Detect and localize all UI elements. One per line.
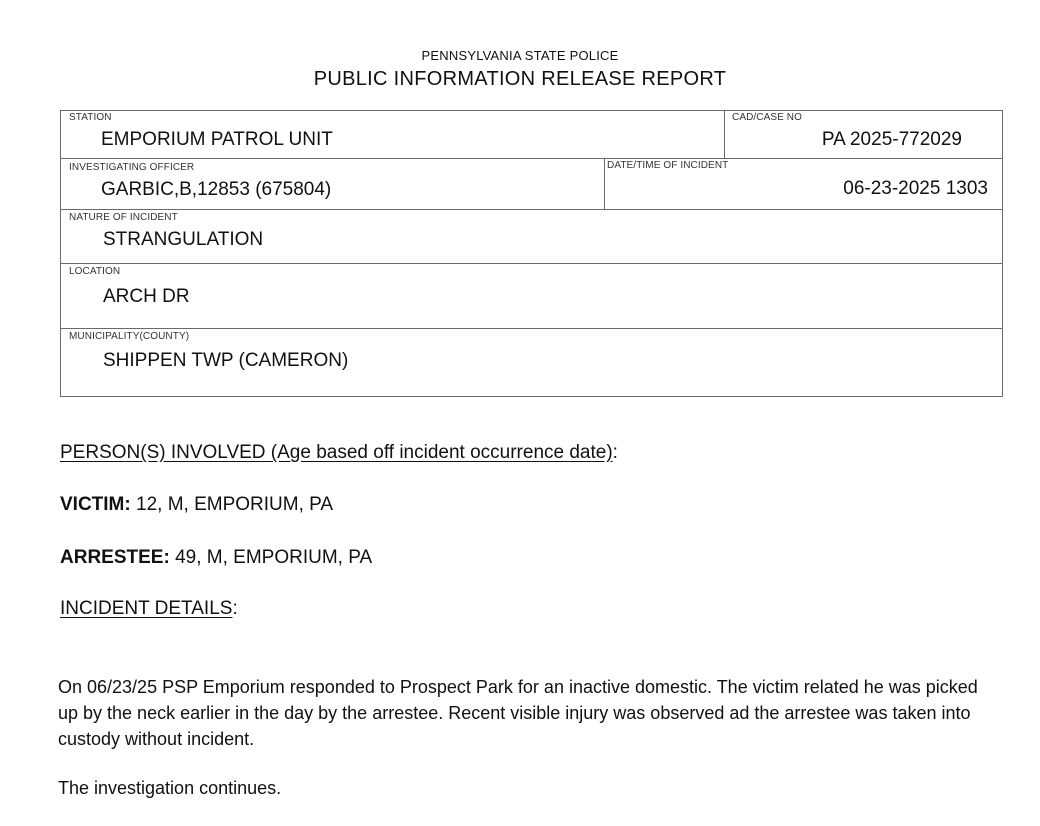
agency-header: PENNSYLVANIA STATE POLICE	[421, 48, 619, 63]
incident-form	[60, 110, 1003, 397]
datetime-label: DATE/TIME OF INCIDENT	[607, 160, 729, 171]
officer-value: GARBIC,B,12853 (675804)	[101, 179, 332, 200]
nature-value: STRANGULATION	[103, 229, 264, 250]
form-divider	[61, 328, 1002, 329]
officer-label: INVESTIGATING OFFICER	[69, 162, 195, 173]
form-divider	[724, 111, 725, 158]
persons-heading-text: PERSON(S) INVOLVED (Age based off incident occurrence date)	[60, 442, 613, 463]
closing-statement: The investigation continues.	[58, 778, 282, 798]
arrestee-value: 49, M, EMPORIUM, PA	[169, 547, 373, 568]
arrestee-line	[60, 547, 372, 569]
report-title: PUBLIC INFORMATION RELEASE REPORT	[313, 68, 727, 90]
station-value: EMPORIUM PATROL UNIT	[101, 129, 333, 150]
municipality-value: SHIPPEN TWP (CAMERON)	[103, 350, 349, 371]
incident-narrative: On 06/23/25 PSP Emporium responded to Prospect Park for an inactive domestic. The victim related he was picked up by the neck earlier in the day by the arrestee. Recent visible injury was observed ad the arrestee was taken into custody without incident.	[58, 677, 978, 749]
case-no-label: CAD/CASE NO	[732, 112, 803, 123]
form-divider	[61, 209, 1002, 210]
nature-label: NATURE OF INCIDENT	[69, 212, 178, 223]
case-no-value: PA 2025-772029	[821, 129, 962, 150]
details-heading-text: INCIDENT DETAILS	[60, 598, 233, 619]
form-divider	[604, 158, 605, 209]
form-divider	[61, 263, 1002, 264]
victim-value: 12, M, EMPORIUM, PA	[130, 494, 334, 515]
details-heading	[60, 598, 238, 620]
persons-heading	[60, 442, 618, 464]
datetime-value: 06-23-2025 1303	[843, 178, 988, 199]
victim-label: VICTIM:	[60, 494, 131, 515]
location-label: LOCATION	[69, 266, 121, 277]
municipality-label: MUNICIPALITY(COUNTY)	[69, 331, 190, 342]
location-value: ARCH DR	[103, 286, 190, 307]
details-heading-colon: :	[232, 598, 238, 619]
station-label: STATION	[69, 112, 112, 123]
persons-heading-colon: :	[612, 442, 618, 463]
arrestee-label: ARRESTEE:	[60, 547, 170, 568]
form-divider	[61, 158, 1002, 159]
victim-line	[60, 494, 333, 516]
